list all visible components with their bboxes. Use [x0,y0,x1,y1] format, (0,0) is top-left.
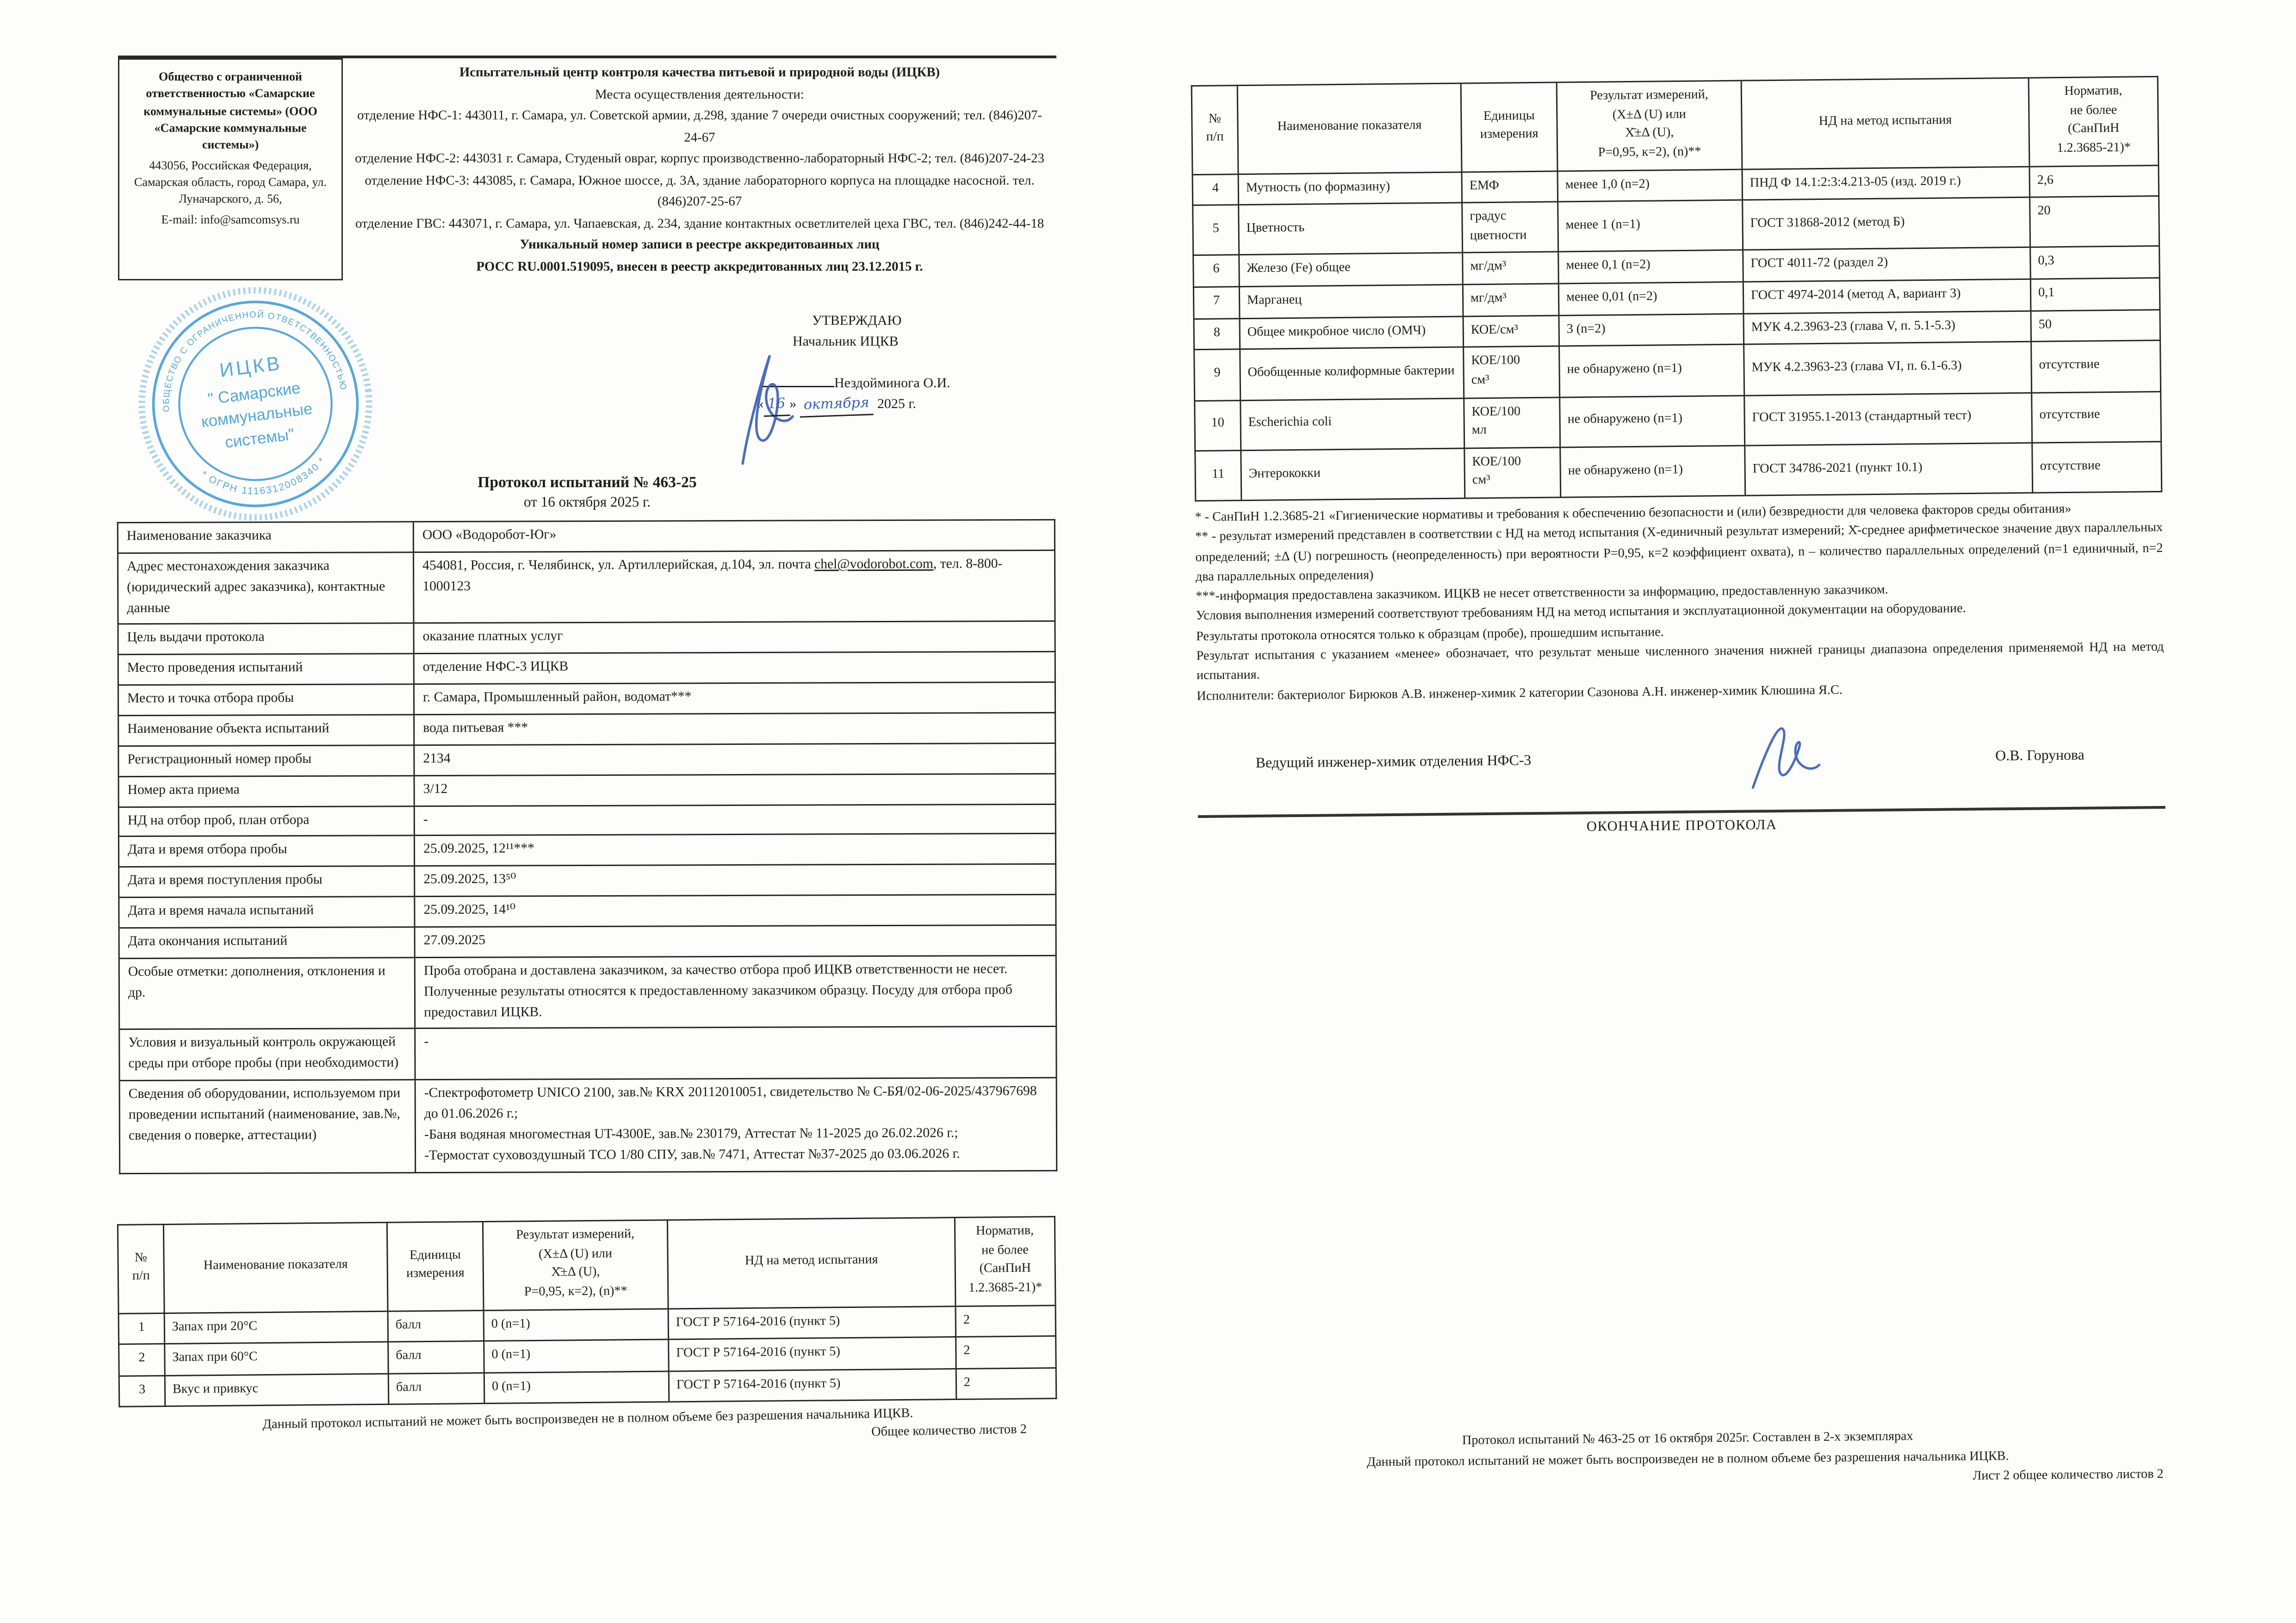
cell-units: балл [388,1310,484,1342]
sheet-number: Лист 2 общее количество листов 2 [1973,1468,2164,1484]
note-scope: Результаты протокола относятся только к образцам (пробе), прошедшим испытание. [1196,626,1664,644]
cell-method: ГОСТ 31868-2012 (метод Б) [1743,198,2030,251]
cell-name: Обобщенные колиформные бактерии [1240,347,1464,400]
org-email: E-mail: info@samcomsys.ru [161,212,300,226]
cell-method: ГОСТ 4011-72 (раздел 2) [1743,248,2031,282]
cell-name: Цветность [1239,203,1463,255]
signature-row [1197,734,2165,790]
activity-line-2: отделение НФС-2: 443031 г. Самара, Студеный овраг, корпус производственно-лабораторный НФС-2; тел. (846)207-24-23 [355,151,1044,167]
cell-name: Энтерококки [1241,448,1465,500]
accreditation-line-2: РОСС RU.0001.519095, внесен в реестр аккредитованных лиц 23.12.2015 г. [476,259,923,275]
page2-footer [1204,1425,2172,1495]
info-row [118,520,1055,553]
quote-open: « [757,397,763,413]
cell-name: Запах при 60°С [165,1342,389,1375]
cell-units: КОЕ/100 мл [1464,396,1560,448]
info-value: - [414,804,1055,836]
info-label: НД на отбор проб, план отбора [118,806,414,837]
footnote-result-format: ** - результат измерений представлен в соответствии с НД на метод испытания (Х-единичный результат измерений; Х̄-среднее арифметическое значение двух параллельных определений; ±Δ (U) погрешность (неопределенность) при вероятности Р=0,95, к=2 коэффициент охвата), n – количество параллельных определений (n=1 единичный, n=2 два параллельных определения) [1195,521,2163,585]
col-header-num: № п/п [1191,86,1238,174]
cell-num: 10 [1195,400,1241,451]
signer-role: Ведущий инженер-химик отделения НФС-3 [1255,754,1532,772]
info-label: Условия и визуальный контроль окружающей среды при отборе пробы (при необходимости) [119,1029,415,1081]
cell-num: 8 [1194,318,1240,350]
approval-month-handwritten: октября [800,393,874,418]
info-label: Дата и время начала испытаний [119,897,415,929]
info-value: 3/12 [414,774,1055,806]
info-label: Место и точка отбора пробы [118,685,414,716]
accreditation-line-1: Уникальный номер записи в реестре аккредитованных лиц [520,237,880,253]
col-header-result: Результат измерений, (Х±Δ (U) или Х̄±Δ (U), Р=0,95, к=2), (n)** [483,1220,668,1310]
sample-info-table [117,520,1057,1174]
cell-result: 0 (n=1) [484,1371,669,1404]
test-center-title: Испытательный центр контроля качества питьевой и природной воды (ИЦКВ) [459,65,940,81]
info-row [119,865,1056,898]
info-label: Цель выдачи протокола [118,624,414,656]
page1-footer [118,1405,1057,1453]
stamp-ring-bottom-text: * ОГРН 1116312008340 * [199,455,328,497]
results-table-2 [1191,76,2163,502]
footnote-sanpin: * - СанПиН 1.2.3685-21 «Гигиенические нормативы и требования к обеспечению безопасности и (или) безвредности для человека факторов среды обитания» [1195,502,2072,526]
customer-address: 454081, Россия, г. Челябинск, ул. Артиллерийская, д.104, эл. почта [422,557,815,574]
activity-line-1: отделение НФС-1: 443011, г. Самара, ул. Советской армии, д.298, здание 7 очереди очистных сооружений; тел. (846)207-24-67 [357,108,1042,145]
letterhead [118,56,1056,281]
results-header-row [118,1216,1055,1313]
org-box [118,58,343,281]
cell-result: не обнаружено (n=1) [1560,395,1745,447]
note-executors: Исполнители: бактериолог Бирюков А.В. инженер-химик 2 категории Сазонова А.Н. инженер-химик Клюшина Я.С. [1197,683,1843,704]
cell-name: Escherichia coli [1241,397,1464,450]
cell-norm: 2,6 [2029,165,2159,198]
cell-name: Марганец [1239,285,1463,318]
info-value: 27.09.2025 [415,925,1056,958]
approval-day-handwritten: 16 [763,394,790,417]
info-row [118,804,1055,837]
info-value: г. Самара, Промышленный район, водомат*** [414,683,1055,715]
cell-method: МУК 4.2.3963-23 (глава V, п. 5.1-5.3) [1744,310,2031,345]
cell-num: 3 [119,1375,165,1407]
cell-method: ГОСТ 31955.1-2013 (стандартный тест) [1744,392,2032,446]
stamp-center-line4: системы" [223,425,296,452]
info-label: Регистрационный номер пробы [118,745,414,777]
info-value: оказание платных услуг [414,622,1055,655]
activity-subtitle: Места осуществления деятельности: [595,87,804,102]
cell-norm: 2 [956,1336,1056,1369]
cell-norm: отсутствие [2031,341,2161,392]
approval-block [757,311,1054,417]
result-row [1195,441,2162,501]
cell-norm: отсутствие [2032,391,2161,442]
footnotes-block [1195,499,2164,707]
results-table-1-wrap [117,1216,1057,1450]
cell-result: менее 0,01 (n=2) [1558,282,1744,315]
cell-norm: 0,3 [2030,247,2160,279]
cell-units: мг/дм³ [1463,284,1559,316]
approver-name: Нездойминога О.И. [834,376,950,392]
info-row [119,925,1056,959]
cell-method: ГОСТ 34786-2021 (пункт 10.1) [1745,442,2033,496]
reproduction-notice: Данный протокол испытаний не может быть воспроизведен не в полном объеме без разрешения начальника ИЦКВ. [1366,1450,2009,1470]
approval-year: 2025 г. [874,397,916,413]
info-label: Дата и время поступления пробы [119,867,415,898]
chemist-signature [1736,718,1834,799]
note-conditions: Условия выполнения измерений соответствуют требованиям НД на метод испытания и эксплуатационной документации на оборудование. [1196,603,1966,625]
page-1 [118,56,1056,1445]
results-table-1 [117,1216,1057,1408]
customer-phone: , тел. 8-800-1000123 [422,557,1003,595]
cell-result: 0 (n=1) [484,1308,669,1341]
company-stamp [112,260,399,548]
info-row [118,774,1055,807]
col-header-name: Наименование показателя [163,1222,388,1313]
info-value [413,551,1055,624]
reproduction-notice: Данный протокол испытаний не может быть воспроизведен не в полном объеме без разрешения начальника ИЦКВ. [262,1407,913,1433]
customer-email: chel@vodorobot.com [814,557,933,573]
approval-date-line [757,395,1054,417]
cell-name: Общее микробное число (ОМЧ) [1240,316,1464,350]
cell-name: Железо (Fe) общее [1239,253,1463,287]
info-value: Проба отобрана и доставлена заказчиком, за качество отбора проб ИЦКВ ответственности не несет. Полученные результаты относятся к предоставленному заказчиком образцу. Посуду для отбора проб предоставил ИЦКВ. [415,956,1056,1029]
info-label: Дата и время отбора пробы [118,836,414,868]
cell-units: КОЕ/100 см³ [1464,447,1561,498]
footnote-customer-info: ***-информация предоставлена заказчиком. ИЦКВ не несет ответственности за информацию, предоставленную заказчиком. [1196,584,1888,605]
cell-method: ПНД Ф 14.1:2:3:4.213-05 (изд. 2019 г.) [1742,166,2030,200]
cell-units: балл [388,1373,484,1405]
info-label: Адрес местонахождения заказчика (юридический адрес заказчика), контактные данные [118,552,414,625]
stamp-ring-top-text: ОБЩЕСТВО С ОГРАНИЧЕННОЙ ОТВЕТСТВЕННОСТЬЮ [161,310,348,413]
approver-position: Начальник ИЦКВ [793,335,899,350]
cell-method: МУК 4.2.3963-23 (глава VI, п. 6.1-6.3) [1744,342,2032,395]
cell-num: 5 [1193,205,1239,256]
info-row [118,652,1055,686]
cell-result: не обнаружено (n=1) [1559,345,1744,397]
col-header-method: НД на метод испытания [1741,78,2029,168]
activity-line-3: отделение НФС-3: 443085, г. Самара, Южное шоссе, д. 3А, здание лабораторного корпуса на площадке насосной. тел. (846)207-25-67 [365,173,1035,210]
info-value: 25.09.2025, 14¹⁰ [415,895,1056,928]
info-label: Наименование заказчика [118,522,413,554]
cell-result: не обнаружено (n=1) [1560,445,1745,497]
info-label: Сведения об оборудовании, используемом при проведении испытаний (наименование, зав.№, сведения о поверке, аттестации) [119,1080,416,1173]
end-of-protocol-title: ОКОНЧАНИЕ ПРОТОКОЛА [1586,818,1777,835]
signer-name: О.В. Горунова [1995,748,2085,765]
info-row [119,956,1056,1030]
cell-units: мг/дм³ [1463,252,1559,285]
col-header-result: Результат измерений, (Х±Δ (U) или Х̄±Δ (U), Р=0,95, к=2), (n)** [1557,81,1742,170]
cell-norm: 0,1 [2030,278,2160,311]
cell-units: балл [388,1341,484,1374]
cell-num: 11 [1195,450,1241,501]
info-row [118,683,1055,716]
info-label: Номер акта приема [118,776,414,807]
cell-num: 6 [1193,255,1240,287]
info-value: 25.09.2025, 12¹¹*** [414,835,1055,867]
info-value: - [415,1028,1056,1081]
info-value: -Спектрофотометр UNICO 2100, зав.№ KRX 20112010051, свидетельство № С-БЯ/02-06-2025/437967698 до 01.06.2026 г.; -Баня водяная многоместная UT-4300E, зав.№ 230179, Аттестат № 11-2025 до 26.02.2026 г.; -Термостат суховоздушный ТСО 1/80 СПУ, зав.№ 7471, Аттестат №37-2025 до 03.06.2026 г. [415,1078,1057,1173]
cell-norm: отсутствие [2032,441,2162,493]
note-less-than: Результат испытания с указанием «менее» обозначает, что результат меньше численного значения нижней границы диапазона определения применяемой НД на метод испытания. [1196,641,2164,684]
stamp-center-line1: ИЦКВ [218,352,284,382]
cell-result: 3 (n=2) [1559,313,1744,347]
cell-num: 9 [1194,349,1241,400]
copies-line: Протокол испытаний № 463-25 от 16 октября 2025г. Составлен в 2-х экземплярах [1462,1430,1913,1449]
info-row [119,1028,1056,1082]
cell-method: ГОСТ Р 57164-2016 (пункт 5) [669,1369,956,1402]
info-value: отделение НФС-3 ИЦКВ [414,652,1055,685]
cell-name: Мутность (по формазину) [1238,171,1462,205]
cell-result: менее 1,0 (n=2) [1558,169,1743,202]
stamp-center-line3: коммунальные [200,400,314,432]
info-value: 25.09.2025, 13⁵⁰ [415,865,1056,897]
test-center-block [343,58,1056,281]
cell-num: 1 [118,1313,165,1344]
info-row [119,1078,1057,1174]
result-row [1195,391,2161,451]
col-header-norm: Норматив, не более (СанПиН 1.2.3685-21)* [2029,77,2159,166]
info-row [118,622,1055,656]
col-header-method: НД на метод испытания [667,1217,956,1308]
col-header-units: Единицы измерения [387,1221,484,1310]
col-header-norm: Норматив, не более (СанПиН 1.2.3685-21)* [955,1216,1055,1305]
stamp-center-line2: " Самарские [206,379,302,409]
cell-num: 2 [119,1344,165,1376]
cell-result: менее 1 (n=1) [1558,200,1743,253]
cell-name: Вкус и привкус [165,1373,389,1406]
cell-units: ЕМФ [1462,171,1558,203]
quote-close: » [789,397,797,413]
cell-norm: 2 [956,1368,1056,1400]
org-address: 443056, Российская Федерация, Самарская область, город Самара, ул. Луначарского, д. 56, [134,158,327,206]
info-label: Место проведения испытаний [118,655,414,686]
cell-norm: 2 [956,1305,1056,1337]
activity-line-4: отделение ГВС: 443071, г. Самара, ул. Чапаевская, д. 234, здание контактных осветлителей цеха ГВС, тел. (846)242-44-18 [355,216,1044,232]
protocol-date: от 16 октября 2025 г. [523,496,651,511]
cell-norm: 20 [2030,196,2159,248]
sheet-count: Общее количество листов 2 [871,1424,1027,1441]
col-header-units: Единицы измерения [1461,82,1558,171]
col-header-name: Наименование показателя [1237,83,1462,173]
result-row [1194,341,2161,400]
page-2 [1191,76,2173,1570]
cell-units: градус цветности [1462,202,1558,253]
info-value: 2134 [414,743,1055,776]
approve-title: УТВЕРЖДАЮ [812,314,902,329]
result-row [1193,196,2159,256]
info-row [118,835,1055,868]
info-value: вода питьевая *** [414,713,1055,745]
cell-name: Запах при 20°С [164,1311,388,1344]
results-header-row [1191,77,2159,174]
info-label: Дата окончания испытаний [119,928,415,959]
cell-units: КОЕ/см³ [1463,315,1559,347]
cell-method: ГОСТ Р 57164-2016 (пункт 5) [668,1306,956,1339]
info-row [119,895,1056,929]
cell-method: ГОСТ 4974-2014 (метод А, вариант 3) [1743,279,2031,313]
cell-num: 4 [1192,173,1239,205]
protocol-title: Протокол испытаний № 463-25 [478,475,697,492]
cell-units: КОЕ/100 см³ [1464,347,1560,398]
cell-num: 7 [1193,287,1240,319]
col-header-num: № п/п [118,1224,164,1313]
org-name: Общество с ограниченной ответственностью «Самарские коммунальные системы» (ООО «Самарские коммунальные системы») [143,69,317,152]
cell-method: ГОСТ Р 57164-2016 (пункт 5) [669,1337,956,1371]
info-row [118,743,1055,777]
info-value: ООО «Водоробот-Юг» [413,520,1055,552]
cell-result: 0 (n=1) [484,1339,669,1372]
cell-result: менее 0,1 (n=2) [1558,250,1744,284]
info-label: Особые отметки: дополнения, отклонения и др. [119,958,415,1030]
info-row [118,551,1055,625]
info-label: Наименование объекта испытаний [118,715,414,747]
cell-norm: 50 [2031,309,2160,342]
info-row [118,713,1055,746]
